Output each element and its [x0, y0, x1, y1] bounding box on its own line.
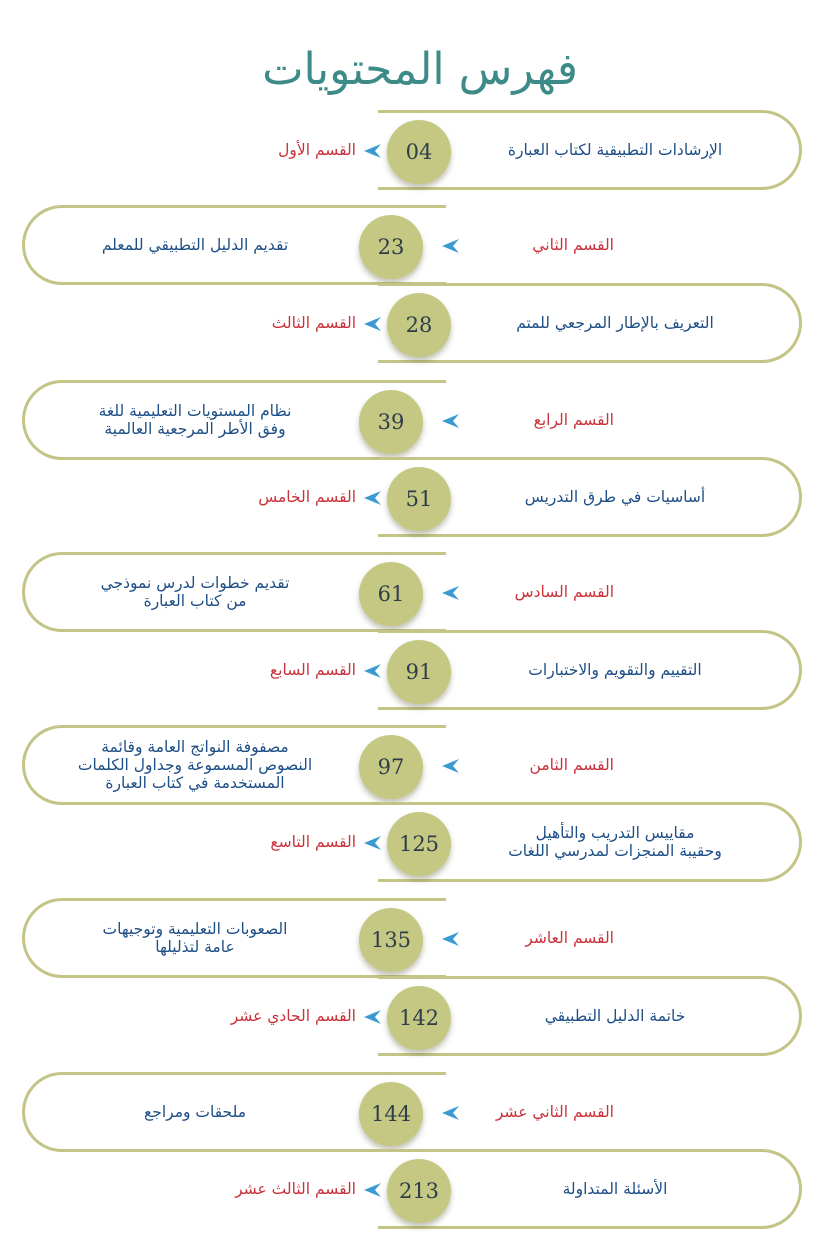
arrow-left-icon	[440, 1105, 460, 1121]
page-title: فهرس المحتويات	[262, 44, 578, 95]
page-number-badge: 135	[359, 908, 423, 972]
arrow-left-icon	[440, 585, 460, 601]
section-label: القسم الثاني	[532, 236, 614, 254]
toc-entry[interactable]	[0, 452, 840, 552]
toc-entry[interactable]	[0, 625, 840, 725]
section-label: القسم العاشر	[525, 929, 614, 947]
section-label: القسم الثالث	[271, 314, 356, 332]
entry-description: نظام المستويات التعليمية للغة وفق الأطر المرجعية العالمية	[98, 402, 292, 438]
section-label: القسم الأول	[278, 141, 356, 159]
section-label: القسم الثاني عشر	[495, 1103, 614, 1121]
arrow-left-icon	[362, 490, 382, 506]
page-number-badge: 213	[387, 1159, 451, 1223]
page-number-badge: 28	[387, 293, 451, 357]
page-number-badge: 91	[387, 640, 451, 704]
entry-description: التعريف بالإطار المرجعي للمتم	[516, 314, 714, 332]
page-number-badge: 97	[359, 735, 423, 799]
entry-description: تقديم خطوات لدرس نموذجي من كتاب العبارة	[100, 574, 290, 610]
entry-description: مصفوفة النواتج العامة وقائمة النصوص المسموعة وجداول الكلمات المستخدمة في كتاب العبارة	[77, 738, 313, 792]
toc-entry[interactable]	[0, 797, 840, 897]
toc-entry[interactable]	[0, 105, 840, 205]
arrow-left-icon	[362, 663, 382, 679]
entry-description: تقديم الدليل التطبيقي للمعلم	[101, 236, 289, 254]
arrow-left-icon	[362, 1182, 382, 1198]
page-number-badge: 04	[387, 120, 451, 184]
section-label: القسم الخامس	[258, 488, 356, 506]
section-label: القسم الرابع	[533, 411, 614, 429]
page-number-badge: 125	[387, 812, 451, 876]
arrow-left-icon	[440, 413, 460, 429]
section-label: القسم الثالث عشر	[235, 1180, 356, 1198]
toc-entry[interactable]	[0, 1144, 840, 1244]
entry-description: ملحقات ومراجع	[144, 1103, 246, 1121]
entry-description: الأسئلة المتداولة	[562, 1180, 668, 1198]
entry-description: أساسيات في طرق التدريس	[524, 488, 706, 506]
arrow-left-icon	[362, 143, 382, 159]
toc-entry[interactable]	[0, 971, 840, 1071]
entry-description: الصعوبات التعليمية وتوجيهات عامة لتذليلها	[102, 920, 288, 956]
section-label: القسم الحادي عشر	[230, 1007, 356, 1025]
arrow-left-icon	[362, 316, 382, 332]
arrow-left-icon	[440, 758, 460, 774]
entry-description: التقييم والتقويم والاختبارات	[528, 661, 702, 679]
page-number-badge: 144	[359, 1082, 423, 1146]
section-label: القسم السابع	[269, 661, 356, 679]
arrow-left-icon	[362, 835, 382, 851]
entry-description: خاتمة الدليل التطبيقي	[544, 1007, 686, 1025]
page-number-badge: 61	[359, 562, 423, 626]
page-number-badge: 142	[387, 986, 451, 1050]
section-label: القسم التاسع	[270, 833, 356, 851]
page-number-badge: 39	[359, 390, 423, 454]
section-label: القسم السادس	[514, 583, 614, 601]
arrow-left-icon	[440, 931, 460, 947]
entry-description: مقاييس التدريب والتأهيل وحقيبة المنجزات لمدرسي اللغات	[508, 824, 722, 860]
toc-entry[interactable]	[0, 278, 840, 378]
arrow-left-icon	[440, 238, 460, 254]
page-number-badge: 23	[359, 215, 423, 279]
page-number-badge: 51	[387, 467, 451, 531]
entry-description: الإرشادات التطبيقية لكتاب العبارة	[507, 141, 723, 159]
section-label: القسم الثامن	[529, 756, 614, 774]
arrow-left-icon	[362, 1009, 382, 1025]
